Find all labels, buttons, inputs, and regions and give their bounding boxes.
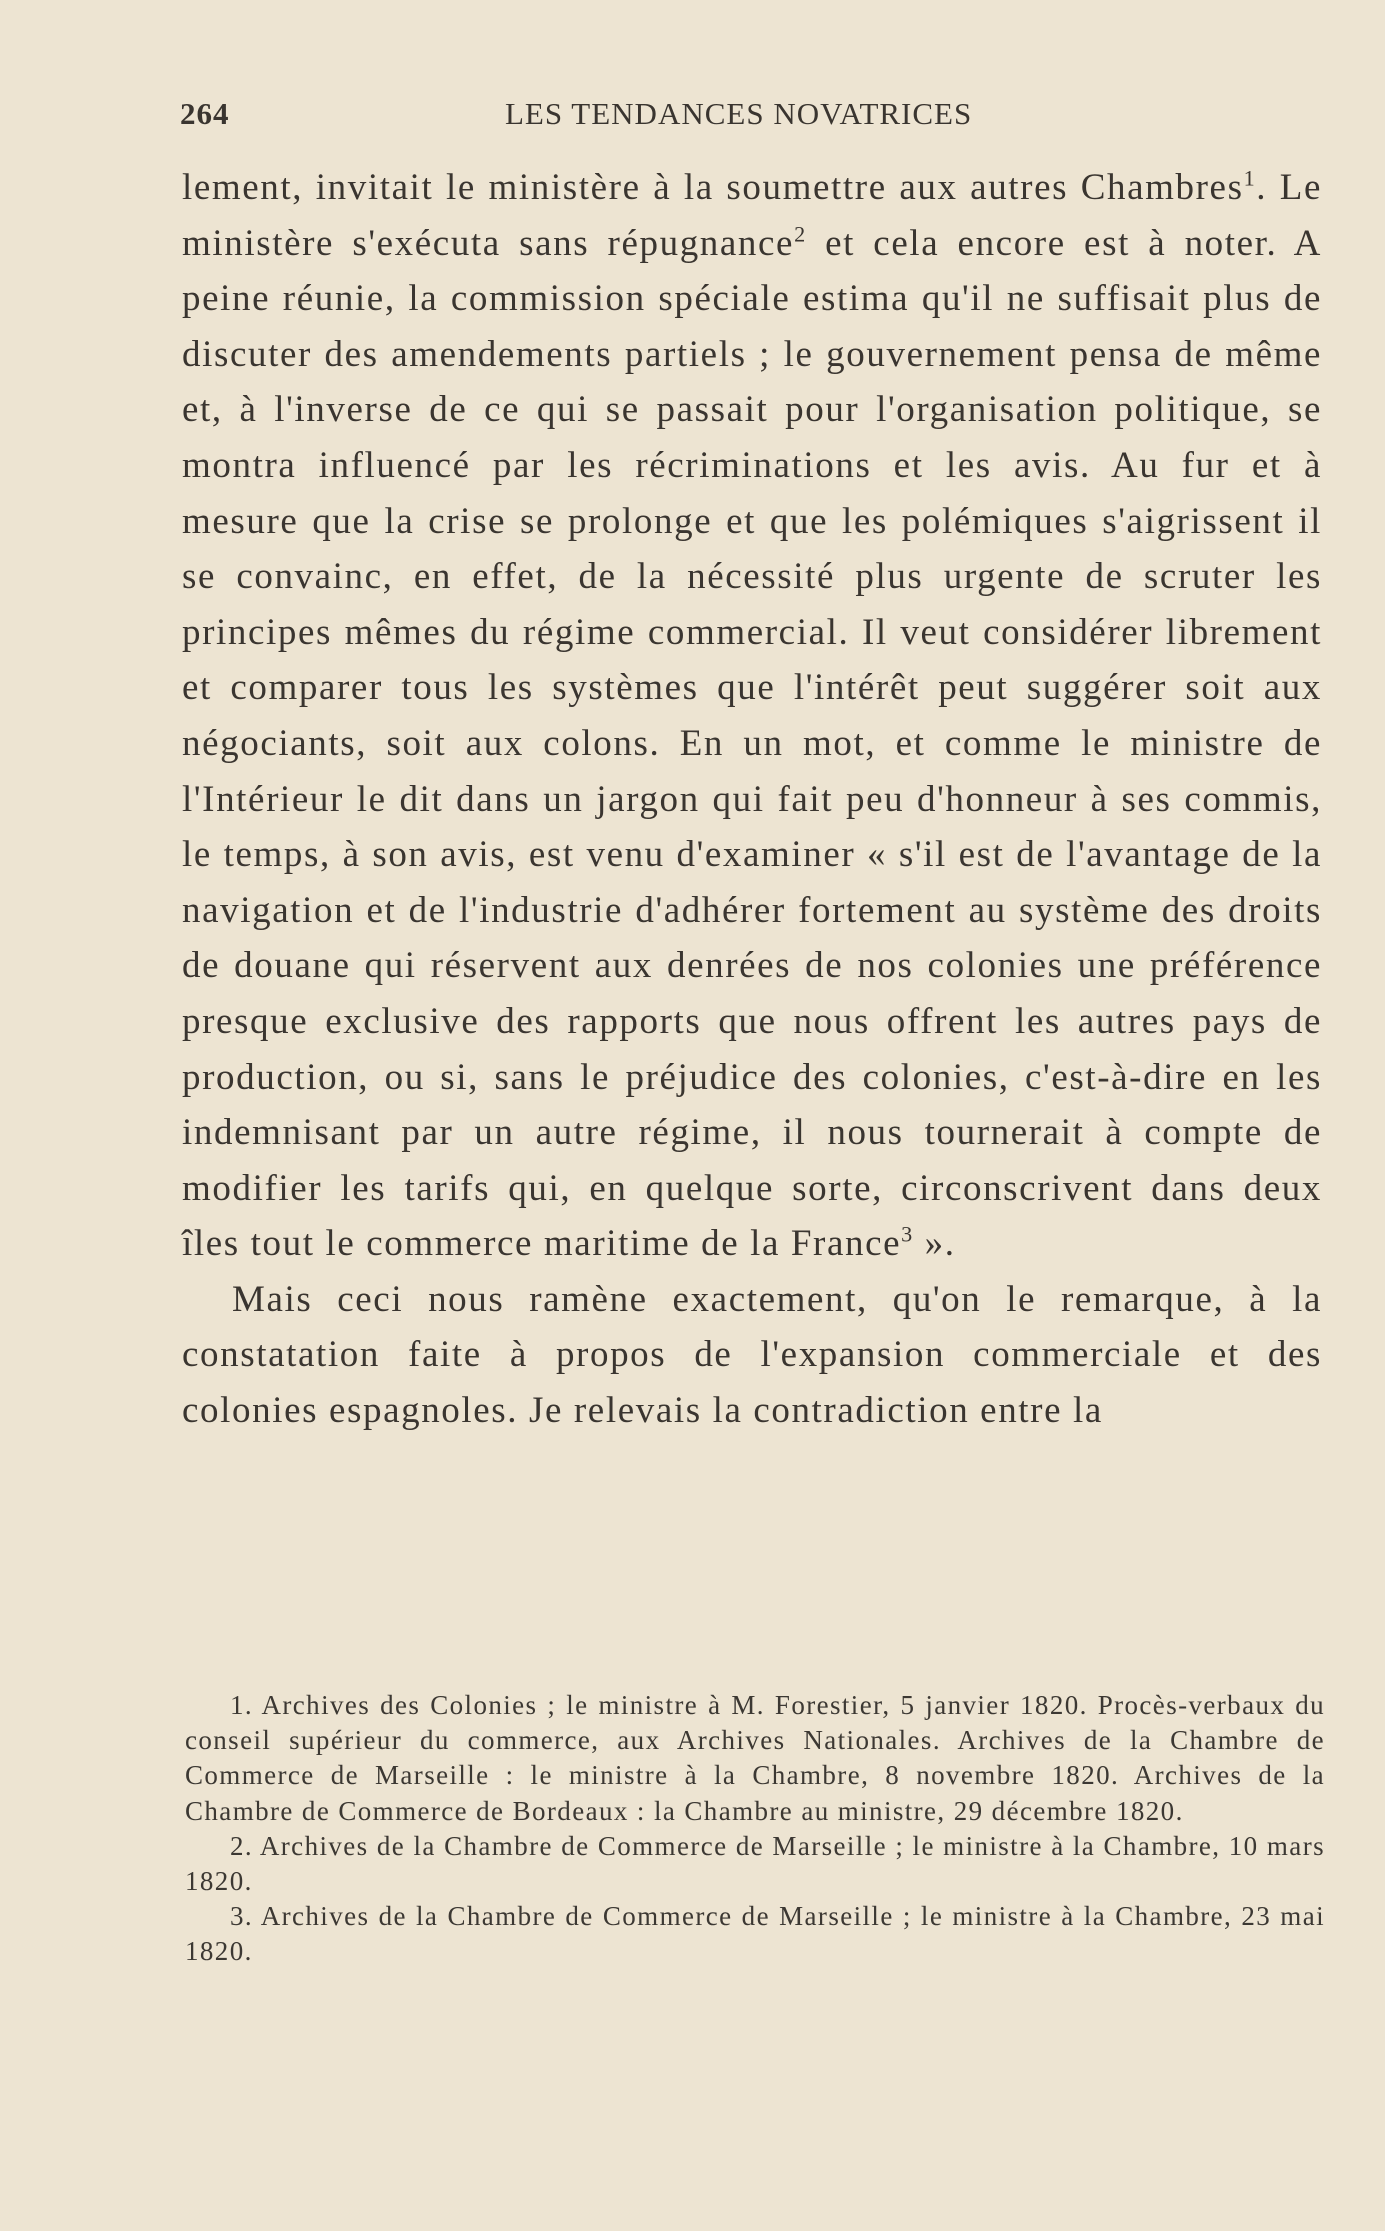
footnote-ref: 1 bbox=[1243, 165, 1257, 191]
text-run: lement, invitait le ministère à la soumettre aux autres Chambres bbox=[182, 167, 1244, 208]
text-run: et cela encore est à noter. A peine réunie, la commission spéciale estima qu'il ne suffisait plus de discuter des amendements partiels ; le gouvernement pensa de même et, à l'inverse de ce qui se passait pour l'organisation politique, se montra influencé par les récriminations et les avis. Au fur et à mesure que la crise se prolonge et que les polémiques s'aigrissent il se convainc, en effet, de la nécessité plus urgente de scruter les principes mêmes du régime commercial. Il veut considérer librement et comparer tous les systèmes que l'intérêt peut suggérer soit aux négociants, soit aux colons. En un mot, et comme le ministre de l'Intérieur le dit dans un jargon qui fait peu d'honneur à ses commis, le temps, à son avis, est venu d'examiner « s'il est de l'avantage de la navigation et de l'industrie d'adhérer fortement au système des droits de douane qui réservent aux denrées de nos colonies une préférence presque exclusive des rapports que nous offrent les autres pays de production, ou si, sans le préjudice des colonies, c'est-à-dire en les indemnisant par un autre régime, il nous tournerait à compte de modifier les tarifs qui, en quelque sorte, circonscrivent dans deux îles tout le commerce maritime de la France bbox=[182, 222, 1322, 1265]
paragraph bbox=[182, 160, 1322, 1272]
main-text bbox=[182, 160, 1322, 1439]
footnote: 2. Archives de la Chambre de Commerce de Marseille ; le ministre à la Chambre, 10 mars 1820. bbox=[185, 1830, 1325, 1897]
footnotes bbox=[185, 1688, 1325, 1970]
footnote: 1. Archives des Colonies ; le ministre à M. Forestier, 5 janvier 1820. Procès-verbaux du conseil supérieur du commerce, aux Archives Nationales. Archives de la Chambre de Commerce de Marseille : le ministre à la Chambre, 8 novembre 1820. Archives de la Chambre de Commerce de Bordeaux : la Chambre au ministre, 29 décembre 1820. bbox=[185, 1690, 1325, 1826]
footnote: 3. Archives de la Chambre de Commerce de Marseille ; le ministre à la Chambre, 23 mai 1820. bbox=[185, 1901, 1325, 1967]
text-run: . Le ministère s'exécuta sans répugnance bbox=[182, 167, 1322, 264]
running-title: LES TENDANCES NOVATRICES bbox=[505, 96, 973, 131]
page-number: 264 bbox=[180, 96, 230, 131]
text-run: ». bbox=[913, 1223, 956, 1265]
paragraph: Mais ceci nous ramène exactement, qu'on le remarque, à la constatation faite à propos de l'expansion commerciale et des colonies espagnoles. Je relevais la contradiction entre la bbox=[182, 1278, 1322, 1432]
footnote-ref: 3 bbox=[901, 1221, 914, 1247]
footnote-ref: 2 bbox=[794, 221, 807, 247]
running-header bbox=[180, 96, 1330, 136]
